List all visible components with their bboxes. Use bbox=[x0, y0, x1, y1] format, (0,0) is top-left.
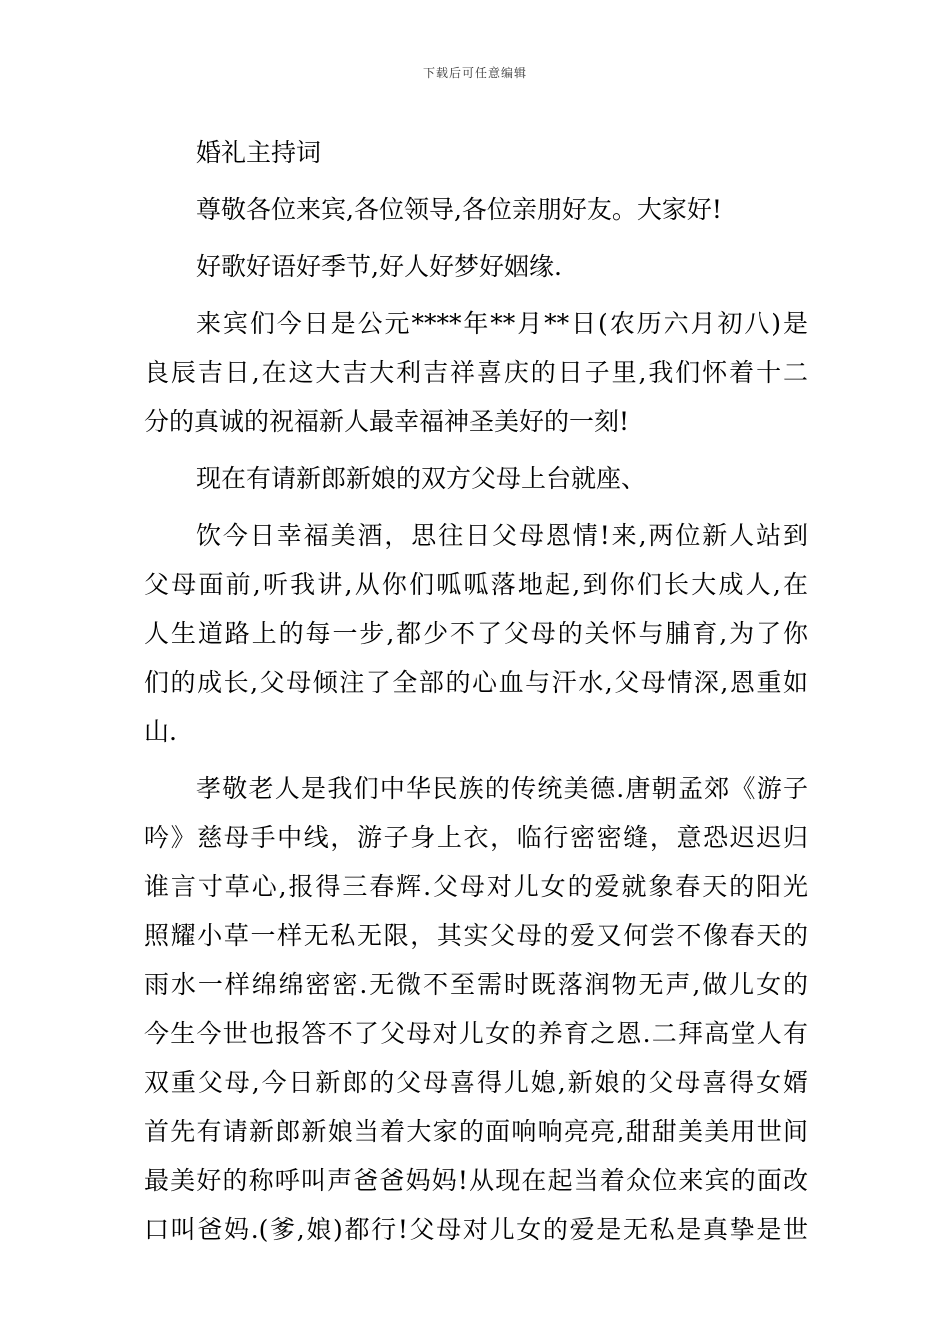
paragraph-line: 照耀小草一样无私无限，其实父母的爱又何尝不像春天的 bbox=[144, 921, 808, 950]
paragraph-line: 好歌好语好季节,好人好梦好姻缘. bbox=[196, 252, 562, 281]
paragraph-line: 们的成长,父母倾注了全部的心血与汗水,父母情深,恩重如 bbox=[144, 668, 808, 697]
paragraph-line: 来宾们今日是公元****年**月**日(农历六月初八)是 bbox=[196, 309, 808, 338]
paragraph-line: 良辰吉日,在这大吉大利吉祥喜庆的日子里,我们怀着十二 bbox=[144, 358, 808, 387]
paragraph-line: 父母面前,听我讲,从你们呱呱落地起,到你们长大成人,在 bbox=[144, 570, 808, 599]
paragraph-line: 山. bbox=[144, 717, 177, 746]
paragraph-line: 雨水一样绵绵密密.无微不至需时既落润物无声,做儿女的 bbox=[144, 970, 808, 999]
paragraph-line: 最美好的称呼叫声爸爸妈妈!从现在起当着众位来宾的面改 bbox=[144, 1166, 808, 1195]
paragraph-line: 尊敬各位来宾,各位领导,各位亲朋好友。大家好! bbox=[196, 195, 722, 224]
paragraph-line: 双重父母,今日新郎的父母喜得儿媳,新娘的父母喜得女婿 bbox=[144, 1068, 808, 1097]
document-title: 婚礼主持词 bbox=[196, 138, 322, 167]
paragraph-line: 吟》慈母手中线，游子身上衣，临行密密缝，意恐迟迟归 bbox=[144, 823, 808, 852]
paragraph-line: 孝敬老人是我们中华民族的传统美德.唐朝孟郊《游子 bbox=[196, 774, 808, 803]
paragraph-line: 现在有请新郎新娘的双方父母上台就座、 bbox=[196, 464, 647, 493]
header-note: 下载后可任意编辑 bbox=[422, 66, 527, 80]
paragraph-line: 饮今日幸福美酒，思往日父母恩情!来,两位新人站到 bbox=[196, 521, 808, 550]
paragraph-line: 分的真诚的祝福新人最幸福神圣美好的一刻! bbox=[144, 407, 630, 436]
paragraph-line: 人生道路上的每一步,都少不了父母的关怀与脯育,为了你 bbox=[144, 619, 808, 648]
paragraph-line: 今生今世也报答不了父母对儿女的养育之恩.二拜高堂人有 bbox=[144, 1019, 808, 1048]
paragraph-line: 谁言寸草心,报得三春辉.父母对儿女的爱就象春天的阳光 bbox=[144, 872, 808, 901]
paragraph-line: 首先有请新郎新娘当着大家的面响响亮亮,甜甜美美用世间 bbox=[144, 1117, 808, 1146]
document-body bbox=[144, 128, 808, 1254]
paragraph-line: 口叫爸妈.(爹,娘)都行!父母对儿女的爱是无私是真挚是世 bbox=[144, 1215, 808, 1244]
